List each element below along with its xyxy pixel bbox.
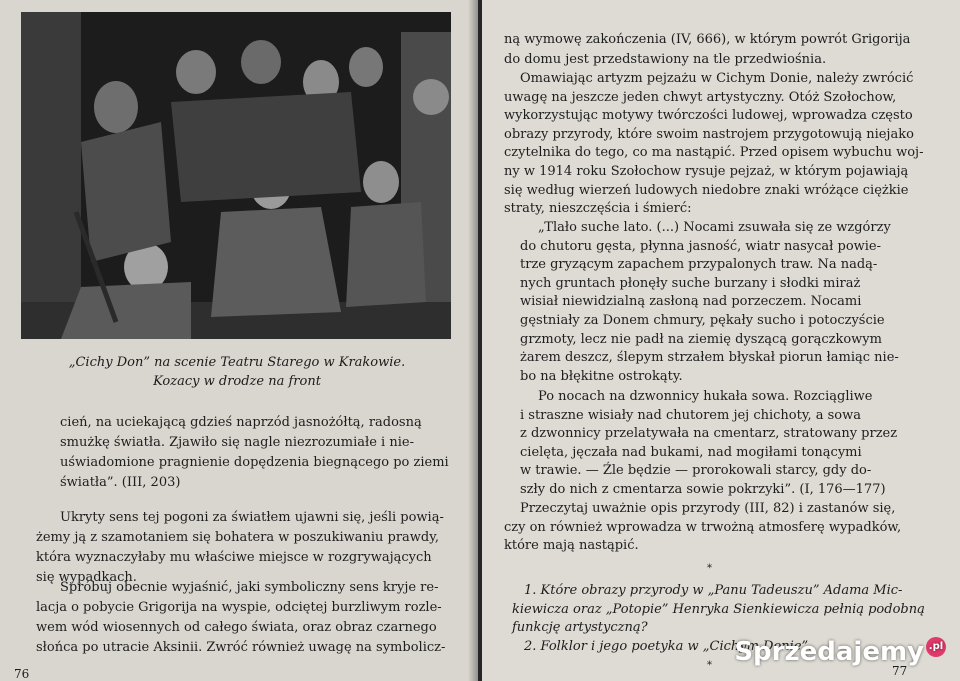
text-line: i straszne wisiały nad chutorem jej chichoty, a sowa (520, 407, 861, 423)
text-line: z dzwonnicy przelatywała na cmentarz, stratowany przez (520, 426, 898, 442)
text-line: w trawie. — Źle będzie — prorokowali starcy, gdy do- (520, 463, 872, 479)
text-line: ny w 1914 roku Szołochow rysuje pejzaż, w którym pojawiają (504, 163, 909, 179)
question-1-line: funkcję artystyczną? (512, 620, 648, 636)
text-line: Po nocach na dzwonnicy hukała sowa. Rozciągliwe (538, 389, 873, 404)
quote-paragraph-1 (520, 219, 930, 386)
text-line: światła”. (III, 203) (60, 475, 181, 490)
page-number-right: 77 (892, 664, 908, 678)
text-line: żarem deszcz, ślepym strzałem błyskał piorun łamiąc nie- (520, 350, 899, 366)
left-page (0, 0, 478, 681)
text-line: lacja o pobycie Grigorija na wyspie, odciętej burzliwym rozle- (36, 600, 442, 615)
text-line: straty, nieszczęścia i śmierć: (504, 201, 692, 217)
separator-star: * (707, 563, 712, 574)
right-paragraph-3 (504, 500, 930, 556)
stage-photo (21, 12, 451, 339)
text-line: do chutoru gęsta, płynna jasność, wiatr nasycał powie- (520, 238, 882, 254)
question-1-line: kiewicza oraz „Potopie” Henryka Sienkiewicza pełnią podobną (512, 601, 925, 617)
separator-star-bottom: * (707, 660, 712, 671)
text-line: bo na błękitne ostrokąty. (520, 368, 683, 384)
watermark-badge: .pl (926, 637, 946, 657)
stage-photo-image (21, 12, 451, 339)
text-line: „Tlało suche lato. (...) Nocami zsuwała się ze wzgórzy (538, 220, 891, 235)
watermark-text: Sprzedajemy (734, 637, 924, 667)
text-line: uświadomione pragnienie dopędzenia biegnącego po ziemi (60, 455, 449, 470)
text-line: Spróbuj obecnie wyjaśnić, jaki symboliczny sens kryje re- (60, 580, 439, 595)
text-line: smużkę światła. Zjawiło się nagle niezrozumiałe i nie- (60, 435, 414, 450)
text-line: Przeczytaj uważnie opis przyrody (III, 82) i zastanów się, (520, 501, 896, 516)
text-line: słońca po utracie Aksinii. Zwróć również uwagę na symbolicz- (36, 640, 446, 655)
text-line: cień, na uciekającą gdzieś naprzód jasnożółtą, radosną (60, 415, 422, 430)
text-line: do domu jest przedstawiony na tle przedwiośnia. (504, 52, 827, 67)
text-line: wykorzystując motywy twórczości ludowej, wprowadza często (504, 108, 913, 124)
text-line: Omawiając artyzm pejzażu w Cichym Donie, należy zwrócić (520, 71, 914, 86)
right-paragraph-2 (504, 70, 930, 219)
text-line: czy on również wprowadza w trwożną atmosferę wypadków, (504, 519, 902, 535)
watermark (734, 637, 946, 667)
quote-paragraph-2 (520, 388, 930, 500)
right-paragraph-1 (504, 30, 930, 70)
text-line: nych gruntach płonęły suche burzany i słodki miraż (520, 275, 861, 291)
text-line: Ukryty sens tej pogoni za światłem ujawni się, jeśli powią- (60, 510, 444, 525)
text-line: obrazy przyrody, które swoim nastrojem przygotowują niejako (504, 126, 914, 142)
text-line: się wypadkach. (36, 570, 137, 585)
text-line: cielęta, jęczała nad bukami, nad mogiłami tonącymi (520, 444, 862, 460)
left-paragraph-1 (60, 413, 452, 493)
photo-caption-line1: „Cichy Don” na scenie Teatru Starego w Krakowie. (68, 355, 406, 370)
question-2: 2. Folklor i jego poetyka w „Cichym Donie”. (524, 638, 813, 654)
right-page (482, 0, 960, 681)
text-line: wisiał niewidzialną zasłoną nad porzeczem. Nocami (520, 294, 862, 310)
text-line: która wyznaczyłaby mu właściwe miejsce w rozgrywających (36, 550, 432, 565)
photo-caption-line2: Kozacy w drodze na front (153, 374, 321, 389)
text-line: wem wód wiosennych od całego świata, oraz obraz czarnego (36, 620, 437, 635)
text-line: szły do nich z cmentarza sowie pokrzyki”. (I, 176—177) (520, 481, 886, 497)
page-number-left: 76 (14, 667, 30, 681)
text-line: uwagę na jeszcze jeden chwyt artystyczny. Otóż Szołochow, (504, 89, 897, 105)
text-line: grzmoty, lecz nie padł na ziemię dyszącą gorączkowym (520, 331, 882, 347)
question-1-line: 1. Które obrazy przyrody w „Panu Tadeuszu” Adama Mic- (524, 583, 903, 598)
text-line: ną wymowę zakończenia (IV, 666), w którym powrót Grigorija (504, 32, 911, 47)
text-line: się według wierzeń ludowych niedobre znaki wróżące ciężkie (504, 182, 909, 198)
left-paragraph-2 (36, 508, 452, 588)
text-line: gęstniały za Donem chmury, pękały sucho i potoczyście (520, 312, 885, 328)
left-paragraph-3 (36, 578, 452, 658)
text-line: trze gryzącym zapachem przypalonych traw. Na nadą- (520, 257, 878, 273)
text-line: czytelnika do tego, co ma nastąpić. Przed opisem wybuchu woj- (504, 145, 924, 161)
text-line: które mają nastąpić. (504, 538, 639, 554)
text-line: żemy ją z szamotaniem się bohatera w poszukiwaniu prawdy, (36, 530, 439, 545)
